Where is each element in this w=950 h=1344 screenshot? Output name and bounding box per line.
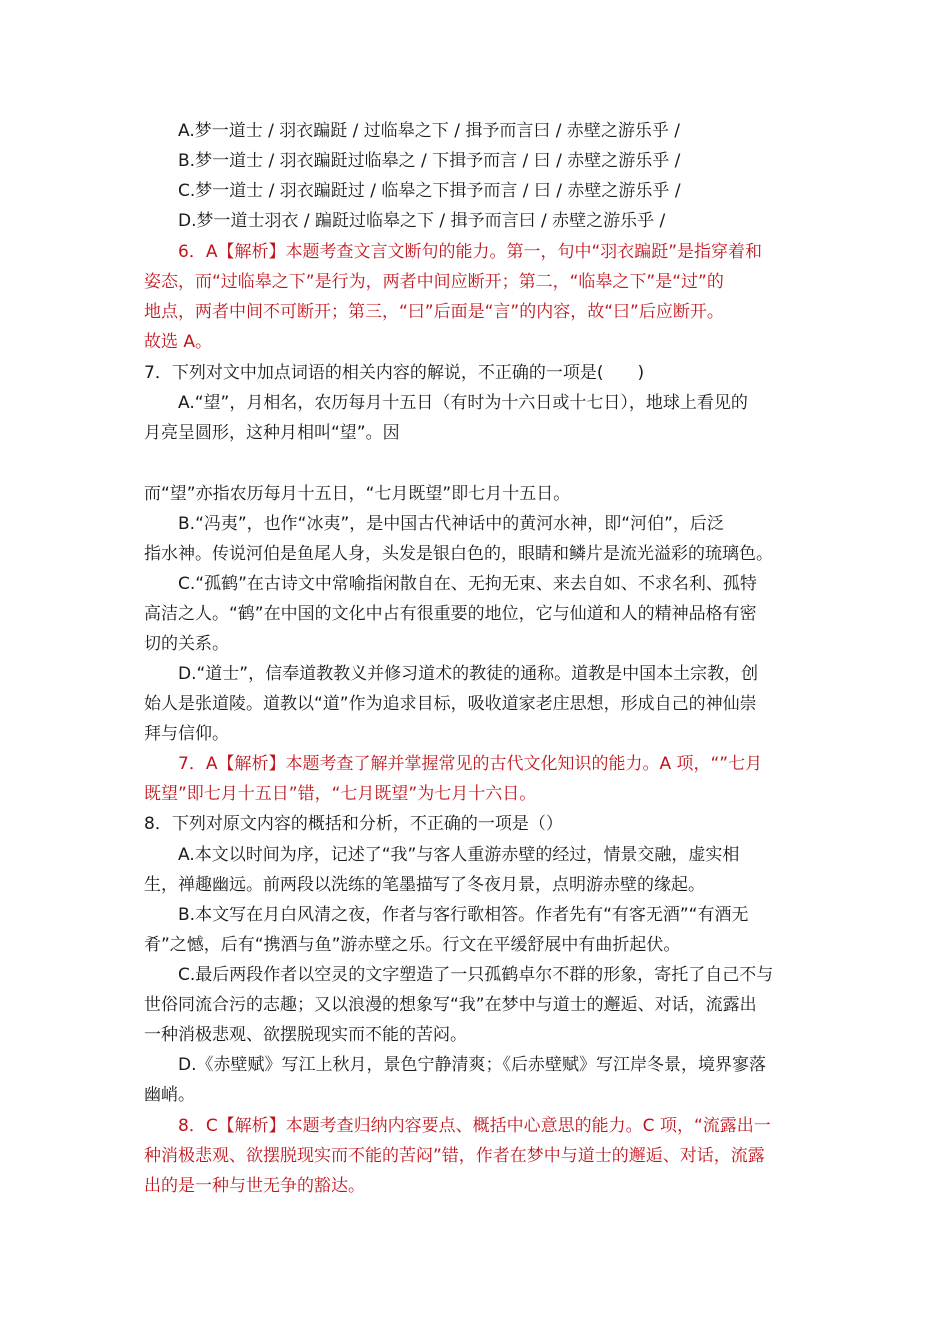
q7-answer-line: 既望”即七月十五日”错，“七月既望”为七月十六日。 bbox=[144, 784, 537, 804]
q7-answer-line: 7．A【解析】本题考查了解并掌握常见的古代文化知识的能力。A 项，“”七月 bbox=[178, 754, 763, 774]
q8-option-a-line: 生，禅趣幽远。前两段以洗练的笔墨描写了冬夜月景，点明游赤壁的缘起。 bbox=[144, 875, 705, 895]
q6-option-c: C.梦一道士 / 羽衣蹁跹过 / 临皋之下揖予而言 / 曰 / 赤壁之游乐乎 / bbox=[178, 181, 681, 201]
q8-stem: 8．下列对原文内容的概括和分析，不正确的一项是（） bbox=[144, 814, 563, 834]
q7-option-c-line: 高洁之人。“鹤”在中国的文化中占有很重要的地位，它与仙道和人的精神品格有密 bbox=[144, 604, 757, 624]
q8-option-b-line: B.本文写在月白风清之夜，作者与客行歌相答。作者先有“有客无酒”“有酒无 bbox=[178, 905, 749, 925]
q7-option-c-line: C.“孤鹤”在古诗文中常喻指闲散自在、无拘无束、来去自如、不求名利、孤特 bbox=[178, 574, 757, 594]
q6-option-b: B.梦一道士 / 羽衣蹁跹过临皋之 / 下揖予而言 / 曰 / 赤壁之游乐乎 / bbox=[178, 151, 681, 171]
q7-option-d-line: 拜与信仰。 bbox=[144, 724, 229, 744]
q8-answer-line: 种消极悲观、欲摆脱现实而不能的苦闷”错，作者在梦中与道士的邂逅、对话，流露 bbox=[144, 1146, 765, 1166]
q7-option-d-line: 始人是张道陵。道教以“道”作为追求目标，吸收道家老庄思想，形成自己的神仙崇 bbox=[144, 694, 757, 714]
q6-answer-line: 地点，两者中间不可断开；第三，“曰”后面是“言”的内容，故“曰”后应断开。 bbox=[144, 302, 724, 322]
q6-option-a: A.梦一道士 / 羽衣蹁跹 / 过临皋之下 / 揖予而言曰 / 赤壁之游乐乎 / bbox=[178, 121, 681, 141]
q7-option-d-line: D.“道士”，信奉道教教义并修习道术的教徒的通称。道教是中国本土宗教，创 bbox=[178, 664, 759, 684]
q8-answer-line: 8．C【解析】本题考查归纳内容要点、概括中心意思的能力。C 项，“流露出一 bbox=[178, 1116, 771, 1136]
q6-answer-line: 6．A【解析】本题考查文言文断句的能力。第一，句中“羽衣蹁跹”是指穿着和 bbox=[178, 242, 763, 262]
q8-option-d-line: D.《赤壁赋》写江上秋月，景色宁静清爽；《后赤壁赋》写江岸冬景，境界寥落 bbox=[178, 1055, 766, 1075]
q7-option-b-line: B.“冯夷”，也作“冰夷”，是中国古代神话中的黄河水神，即“河伯”，后泛 bbox=[178, 514, 724, 534]
q7-option-a-line: A.“望”，月相名，农历每月十五日（有时为十六日或十七日），地球上看见的 bbox=[178, 393, 748, 413]
q7-option-a-line: 而“望”亦指农历每月十五日，“七月既望”即七月十五日。 bbox=[144, 484, 571, 504]
q7-stem: 7．下列对文中加点词语的相关内容的解说，不正确的一项是( ) bbox=[144, 363, 645, 383]
q8-option-a-line: A.本文以时间为序，记述了“我”与客人重游赤壁的经过，情景交融，虚实相 bbox=[178, 845, 740, 865]
q7-option-c-line: 切的关系。 bbox=[144, 634, 229, 654]
q8-option-d-line: 幽峭。 bbox=[144, 1085, 195, 1105]
q6-answer-line: 姿态，而“过临皋之下”是行为，两者中间应断开；第二，“临皋之下”是“过”的 bbox=[144, 272, 724, 292]
q8-answer-line: 出的是一种与世无争的豁达。 bbox=[144, 1176, 365, 1196]
q7-option-a-line: 月亮呈圆形，这种月相叫“望”。因 bbox=[144, 423, 400, 443]
q6-answer-line: 故选 A。 bbox=[144, 332, 213, 352]
q6-option-d: D.梦一道士羽衣 / 蹁跹过临皋之下 / 揖予而言曰 / 赤壁之游乐乎 / bbox=[178, 211, 666, 231]
q8-option-c-line: 一种消极悲观、欲摆脱现实而不能的苦闷。 bbox=[144, 1025, 467, 1045]
q7-option-b-line: 指水神。传说河伯是鱼尾人身，头发是银白色的，眼睛和鳞片是流光溢彩的琉璃色。 bbox=[144, 544, 773, 564]
q8-option-c-line: 世俗同流合污的志趣；又以浪漫的想象写“我”在梦中与道士的邂逅、对话，流露出 bbox=[144, 995, 757, 1015]
q8-option-b-line: 肴”之憾，后有“携酒与鱼”游赤壁之乐。行文在平缓舒展中有曲折起伏。 bbox=[144, 935, 681, 955]
q8-option-c-line: C.最后两段作者以空灵的文字塑造了一只孤鹤卓尔不群的形象，寄托了自己不与 bbox=[178, 965, 774, 985]
